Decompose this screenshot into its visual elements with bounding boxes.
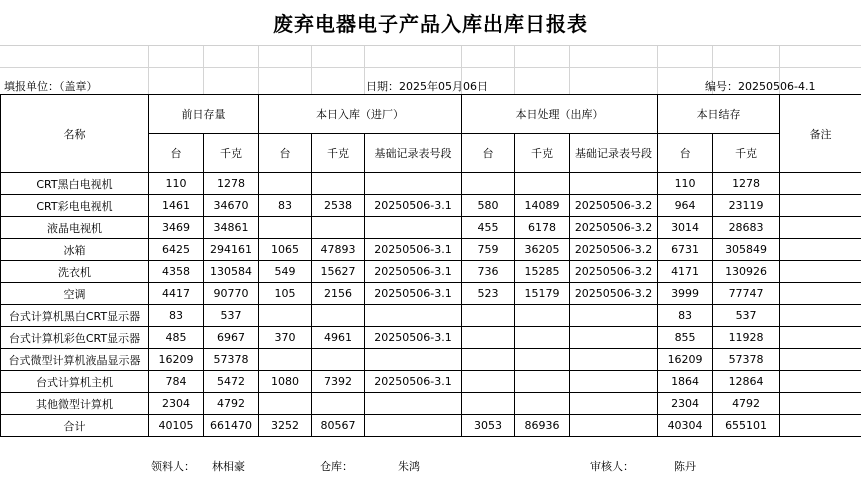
balance-units-cell: 83: [658, 305, 713, 327]
remark-cell: [780, 261, 861, 283]
remark-cell: [780, 195, 861, 217]
out-kg-cell: 86936: [515, 415, 570, 437]
remark-cell: [780, 283, 861, 305]
header-balance: 本日结存: [658, 95, 780, 134]
table-row: [1, 327, 861, 349]
balance-units-cell: 1864: [658, 371, 713, 393]
out-record-cell: [570, 173, 658, 195]
out-record-cell: 20250506-3.2: [570, 195, 658, 217]
header-outbound: 本日处理（出库）: [462, 95, 658, 134]
header-record-range: 基础记录表号段: [570, 134, 658, 173]
out-record-cell: 20250506-3.2: [570, 239, 658, 261]
item-name-cell: 台式计算机主机: [1, 371, 149, 393]
out-record-cell: [570, 371, 658, 393]
balance-kg-cell: 130926: [713, 261, 780, 283]
in-kg-cell: 47893: [312, 239, 365, 261]
receiver-name: 林相豪: [212, 460, 245, 473]
in-units-cell: [259, 305, 312, 327]
in-kg-cell: 15627: [312, 261, 365, 283]
in-record-cell: [365, 305, 462, 327]
item-name-cell: 其他微型计算机: [1, 393, 149, 415]
balance-kg-cell: 77747: [713, 283, 780, 305]
header-unit-kg: 千克: [312, 134, 365, 173]
out-record-cell: [570, 327, 658, 349]
table-row: [1, 261, 861, 283]
out-record-cell: [570, 305, 658, 327]
out-units-cell: [462, 371, 515, 393]
out-record-cell: [570, 393, 658, 415]
balance-units-cell: 2304: [658, 393, 713, 415]
remark-cell: [780, 173, 861, 195]
in-record-cell: [365, 349, 462, 371]
report-code: 编号：20250506-4.1: [705, 80, 816, 93]
prev-units-cell: 83: [149, 305, 204, 327]
prev-kg-cell: 90770: [204, 283, 259, 305]
prev-kg-cell: 294161: [204, 239, 259, 261]
balance-kg-cell: 4792: [713, 393, 780, 415]
header-inbound: 本日入库（进厂）: [259, 95, 462, 134]
gridline: [311, 45, 312, 94]
in-record-cell: [365, 217, 462, 239]
out-units-cell: [462, 327, 515, 349]
prev-units-cell: 784: [149, 371, 204, 393]
balance-kg-cell: 305849: [713, 239, 780, 261]
in-kg-cell: [312, 217, 365, 239]
in-units-cell: 549: [259, 261, 312, 283]
gridline: [514, 45, 515, 94]
in-units-cell: 83: [259, 195, 312, 217]
in-record-cell: [365, 173, 462, 195]
prev-kg-cell: 1278: [204, 173, 259, 195]
table-row: [1, 239, 861, 261]
prev-kg-cell: 57378: [204, 349, 259, 371]
reviewer-label: 审核人：: [590, 460, 634, 473]
header-unit-kg: 千克: [713, 134, 780, 173]
prev-units-cell: 16209: [149, 349, 204, 371]
in-record-cell: 20250506-3.1: [365, 195, 462, 217]
prev-units-cell: 1461: [149, 195, 204, 217]
item-name-cell: 洗衣机: [1, 261, 149, 283]
table-row: [1, 371, 861, 393]
in-units-cell: [259, 349, 312, 371]
out-kg-cell: [515, 393, 570, 415]
in-units-cell: [259, 393, 312, 415]
in-record-cell: 20250506-3.1: [365, 261, 462, 283]
receiver-label: 领料人：: [151, 460, 195, 473]
out-units-cell: 580: [462, 195, 515, 217]
item-name-cell: 液晶电视机: [1, 217, 149, 239]
in-record-cell: [365, 393, 462, 415]
prev-kg-cell: 4792: [204, 393, 259, 415]
out-kg-cell: [515, 305, 570, 327]
item-name-cell: CRT黑白电视机: [1, 173, 149, 195]
remark-cell: [780, 349, 861, 371]
remark-cell: [780, 217, 861, 239]
item-name-cell: 台式计算机彩色CRT显示器: [1, 327, 149, 349]
prev-kg-cell: 34861: [204, 217, 259, 239]
in-kg-cell: [312, 305, 365, 327]
balance-kg-cell: 28683: [713, 217, 780, 239]
page-title: 废弃电器电子产品入库出库日报表: [273, 12, 588, 36]
remark-cell: [780, 393, 861, 415]
out-units-cell: 455: [462, 217, 515, 239]
in-kg-cell: [312, 393, 365, 415]
header-unit-kg: 千克: [515, 134, 570, 173]
in-kg-cell: [312, 173, 365, 195]
out-kg-cell: 6178: [515, 217, 570, 239]
out-record-cell: [570, 415, 658, 437]
prev-units-cell: 6425: [149, 239, 204, 261]
warehouse-keeper-name: 朱鸿: [398, 460, 420, 473]
header-unit-tai: 台: [462, 134, 515, 173]
out-units-cell: 736: [462, 261, 515, 283]
table-row: [1, 173, 861, 195]
in-kg-cell: 80567: [312, 415, 365, 437]
header-row-1: [1, 95, 861, 134]
out-kg-cell: 36205: [515, 239, 570, 261]
gridline: [0, 67, 861, 68]
remark-cell: [780, 371, 861, 393]
table-row: [1, 217, 861, 239]
balance-units-cell: 964: [658, 195, 713, 217]
in-units-cell: [259, 173, 312, 195]
remark-cell: [780, 239, 861, 261]
prev-units-cell: 110: [149, 173, 204, 195]
out-units-cell: 3053: [462, 415, 515, 437]
out-kg-cell: 15179: [515, 283, 570, 305]
balance-kg-cell: 23119: [713, 195, 780, 217]
prev-units-cell: 4358: [149, 261, 204, 283]
header-prev-stock: 前日存量: [149, 95, 259, 134]
remark-cell: [780, 415, 861, 437]
prev-kg-cell: 661470: [204, 415, 259, 437]
balance-kg-cell: 537: [713, 305, 780, 327]
balance-units-cell: 855: [658, 327, 713, 349]
out-record-cell: 20250506-3.2: [570, 261, 658, 283]
header-record-range: 基础记录表号段: [365, 134, 462, 173]
header-unit-kg: 千克: [204, 134, 259, 173]
table-row: [1, 305, 861, 327]
out-kg-cell: [515, 173, 570, 195]
in-units-cell: [259, 217, 312, 239]
signature-footer: [0, 444, 861, 488]
in-kg-cell: 4961: [312, 327, 365, 349]
item-name-cell: 台式微型计算机液晶显示器: [1, 349, 149, 371]
prev-kg-cell: 6967: [204, 327, 259, 349]
gridline: [364, 45, 365, 94]
prev-units-cell: 485: [149, 327, 204, 349]
in-record-cell: 20250506-3.1: [365, 239, 462, 261]
remark-cell: [780, 327, 861, 349]
out-kg-cell: 14089: [515, 195, 570, 217]
out-units-cell: 759: [462, 239, 515, 261]
prev-units-cell: 4417: [149, 283, 204, 305]
balance-kg-cell: 11928: [713, 327, 780, 349]
balance-units-cell: 40304: [658, 415, 713, 437]
warehouse-label: 仓库：: [320, 460, 353, 473]
in-units-cell: 1065: [259, 239, 312, 261]
out-kg-cell: 15285: [515, 261, 570, 283]
remark-cell: [780, 305, 861, 327]
title-row: [0, 0, 861, 46]
header-unit-tai: 台: [658, 134, 713, 173]
item-name-cell: 冰箱: [1, 239, 149, 261]
table-row: [1, 283, 861, 305]
in-record-cell: 20250506-3.1: [365, 327, 462, 349]
gridline: [148, 45, 149, 94]
header-remark: 备注: [780, 95, 861, 173]
balance-kg-cell: 1278: [713, 173, 780, 195]
prev-units-cell: 2304: [149, 393, 204, 415]
header-unit-tai: 台: [259, 134, 312, 173]
out-kg-cell: [515, 327, 570, 349]
item-name-cell: CRT彩电电视机: [1, 195, 149, 217]
out-record-cell: 20250506-3.2: [570, 283, 658, 305]
in-units-cell: 370: [259, 327, 312, 349]
balance-kg-cell: 655101: [713, 415, 780, 437]
balance-kg-cell: 57378: [713, 349, 780, 371]
out-record-cell: [570, 349, 658, 371]
in-record-cell: [365, 415, 462, 437]
balance-units-cell: 4171: [658, 261, 713, 283]
item-name-cell: 合计: [1, 415, 149, 437]
header-unit-tai: 台: [149, 134, 204, 173]
out-kg-cell: [515, 349, 570, 371]
header-name: 名称: [1, 95, 149, 173]
gridline: [657, 45, 658, 94]
in-kg-cell: 2156: [312, 283, 365, 305]
out-units-cell: [462, 173, 515, 195]
table-row: [1, 195, 861, 217]
in-units-cell: 3252: [259, 415, 312, 437]
in-units-cell: 1080: [259, 371, 312, 393]
out-units-cell: [462, 393, 515, 415]
total-row: [1, 415, 861, 437]
in-kg-cell: 7392: [312, 371, 365, 393]
item-name-cell: 空调: [1, 283, 149, 305]
prev-kg-cell: 537: [204, 305, 259, 327]
balance-units-cell: 3999: [658, 283, 713, 305]
gridline: [569, 45, 570, 94]
out-record-cell: 20250506-3.2: [570, 217, 658, 239]
report-date: 日期：2025年05月06日: [366, 80, 488, 93]
prev-units-cell: 40105: [149, 415, 204, 437]
in-record-cell: 20250506-3.1: [365, 371, 462, 393]
gridline: [258, 45, 259, 94]
balance-kg-cell: 12864: [713, 371, 780, 393]
prev-units-cell: 3469: [149, 217, 204, 239]
report-table: [0, 94, 861, 437]
in-kg-cell: 2538: [312, 195, 365, 217]
reporting-unit-label: 填报单位：（盖章）: [4, 80, 98, 93]
prev-kg-cell: 130584: [204, 261, 259, 283]
gridline: [203, 45, 204, 94]
in-kg-cell: [312, 349, 365, 371]
out-units-cell: [462, 305, 515, 327]
balance-units-cell: 3014: [658, 217, 713, 239]
balance-units-cell: 110: [658, 173, 713, 195]
prev-kg-cell: 34670: [204, 195, 259, 217]
table-row: [1, 349, 861, 371]
out-kg-cell: [515, 371, 570, 393]
balance-units-cell: 6731: [658, 239, 713, 261]
prev-kg-cell: 5472: [204, 371, 259, 393]
balance-units-cell: 16209: [658, 349, 713, 371]
item-name-cell: 台式计算机黑白CRT显示器: [1, 305, 149, 327]
in-record-cell: 20250506-3.1: [365, 283, 462, 305]
reviewer-name: 陈丹: [674, 460, 696, 473]
table-row: [1, 393, 861, 415]
out-units-cell: 523: [462, 283, 515, 305]
in-units-cell: 105: [259, 283, 312, 305]
out-units-cell: [462, 349, 515, 371]
